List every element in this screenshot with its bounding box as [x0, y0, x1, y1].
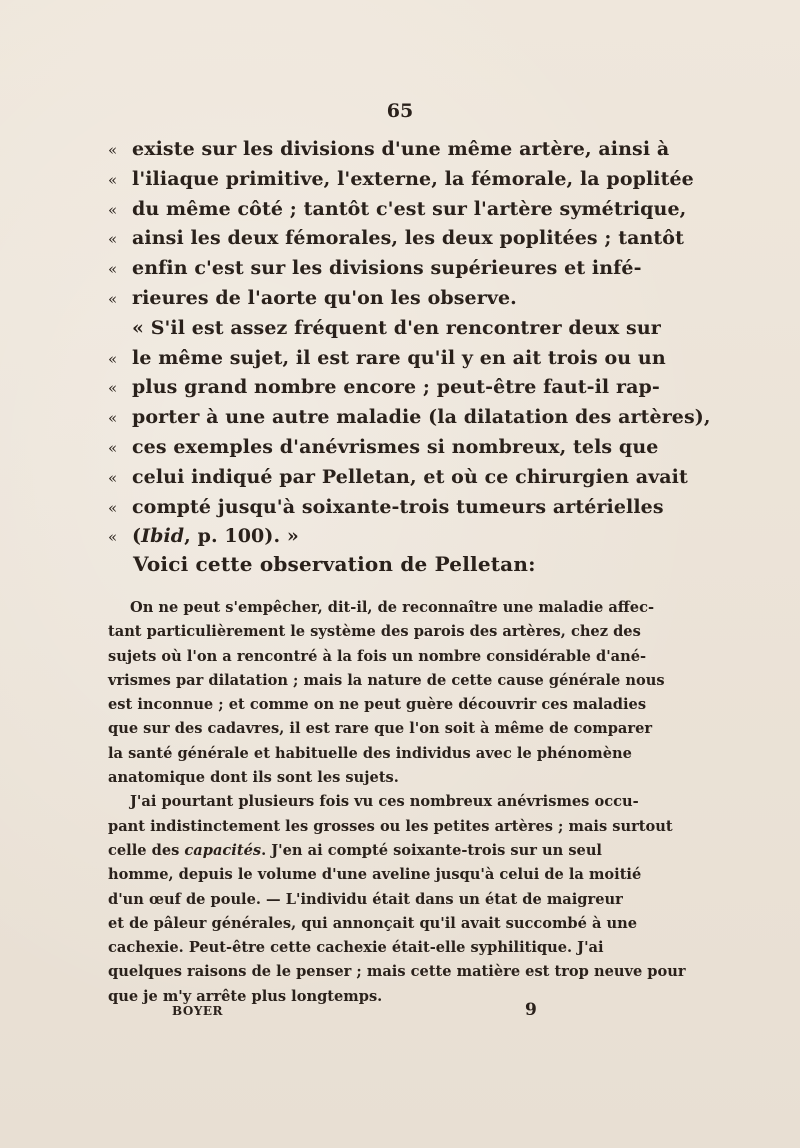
quote-mark: « — [108, 260, 118, 279]
quote-line-citation — [108, 525, 628, 555]
quote-mark: « — [108, 409, 118, 428]
quote-line — [108, 257, 642, 287]
quote-mark: « — [108, 289, 118, 308]
quote-mark: « — [108, 468, 118, 487]
text-line: et de pâleur générales, qui annonçait qu'il avait succombé à une — [108, 914, 638, 932]
quote-line — [108, 167, 694, 198]
text-line: la santé générale et habituelle des individus avec le phénomène — [108, 744, 632, 762]
text-line: On ne peut s'empêcher, dit-il, de reconnaître une maladie affec- — [130, 599, 655, 616]
quote-text: « S'il est assez fréquent d'en rencontrer deux sur — [132, 316, 661, 339]
text-fragment: celle des — [108, 841, 185, 859]
quote-mark: « — [108, 200, 118, 219]
text-line: sujets où l'on a rencontré à la fois un nombre considérable d'ané- — [108, 647, 647, 665]
text-line: que je m'y arrête plus longtemps. — [108, 987, 383, 1005]
section-heading: Voici cette observation de Pelletan: — [133, 552, 536, 576]
quote-line — [108, 138, 670, 168]
quote-line — [108, 465, 688, 496]
signature-author: BOYER — [172, 1004, 224, 1018]
quote-line — [108, 316, 661, 347]
text-line: homme, depuis le volume d'une aveline jusqu'à celui de la moitié — [108, 866, 642, 884]
quote-mark: « — [108, 141, 118, 159]
quote-text: le même sujet, il est rare qu'il y en ait trois ou un — [132, 346, 666, 369]
quote-line — [108, 346, 666, 377]
quote-line — [108, 197, 687, 228]
observation-passage — [108, 596, 686, 1009]
quote-text: porter à une autre maladie (la dilatation des artères), — [132, 406, 711, 429]
text-line: cachexie. Peut-être cette cachexie était-elle syphilitique. J'ai — [108, 939, 604, 957]
quote-text: du même côté ; tantôt c'est sur l'artère symétrique, — [132, 197, 687, 220]
quote-text: enfin c'est sur les divisions supérieures et infé- — [132, 257, 642, 280]
text-line: d'un œuf de poule. — L'individu était dans un état de maigreur — [108, 890, 623, 908]
text-line: est inconnue ; et comme on ne peut guère découvrir ces maladies — [108, 696, 647, 714]
citation-rest: , p. 100). » — [184, 525, 299, 548]
quote-mark: « — [108, 438, 118, 457]
quote-text: ces exemples d'anévrismes si nombreux, tels que — [132, 435, 659, 458]
text-line: quelques raisons de le penser ; mais cette matière est trop neuve pour — [108, 963, 686, 981]
quote-mark: « — [108, 170, 118, 189]
quoted-passage — [108, 138, 711, 555]
text-line: que sur des cadavres, il est rare que l'on soit à même de comparer — [108, 720, 653, 738]
quote-line — [108, 406, 711, 436]
quote-line — [108, 435, 659, 466]
citation-open: ( — [132, 525, 142, 548]
page-number: 65 — [386, 100, 414, 122]
quote-text: l'iliaque primitive, l'externe, la fémorale, la poplitée — [132, 167, 694, 190]
quote-mark: « — [108, 349, 118, 368]
quote-line — [108, 495, 664, 526]
text-line: anatomique dont ils sont les sujets. — [108, 769, 399, 787]
quote-line — [108, 227, 684, 257]
quote-mark: « — [108, 230, 118, 249]
quote-text: compté jusqu'à soixante-trois tumeurs artérielles — [132, 495, 664, 518]
quote-text: plus grand nombre encore ; peut-être faut-il rap- — [132, 376, 660, 399]
quote-mark: « — [108, 379, 118, 398]
quote-mark: « — [108, 528, 118, 547]
text-line — [108, 839, 602, 863]
quote-text: existe sur les divisions d'une même artère, ainsi à — [132, 138, 670, 160]
quote-text: ainsi les deux fémorales, les deux poplitées ; tantôt — [132, 227, 684, 250]
quote-mark: « — [108, 498, 118, 517]
text-line: tant particulièrement le système des parois des artères, chez des — [108, 623, 641, 641]
quote-line — [108, 287, 628, 317]
quote-text: rieures de l'aorte qu'on les observe. — [132, 286, 517, 309]
text-fragment: . J'en ai compté soixante-trois sur un seul — [261, 841, 602, 859]
signature-mark: 9 — [525, 1000, 537, 1020]
citation-ibid: Ibid — [141, 525, 185, 548]
text-line: vrismes par dilatation ; mais la nature de cette cause générale nous — [108, 671, 665, 689]
text-line: pant indistinctement les grosses ou les petites artères ; mais surtout — [108, 817, 673, 835]
quote-line — [108, 376, 660, 406]
text-line: J'ai pourtant plusieurs fois vu ces nombreux anévrismes occu- — [130, 793, 639, 811]
italic-word: capacités — [184, 841, 262, 859]
quote-text: celui indiqué par Pelletan, et où ce chirurgien avait — [132, 465, 688, 488]
citation — [132, 525, 628, 547]
